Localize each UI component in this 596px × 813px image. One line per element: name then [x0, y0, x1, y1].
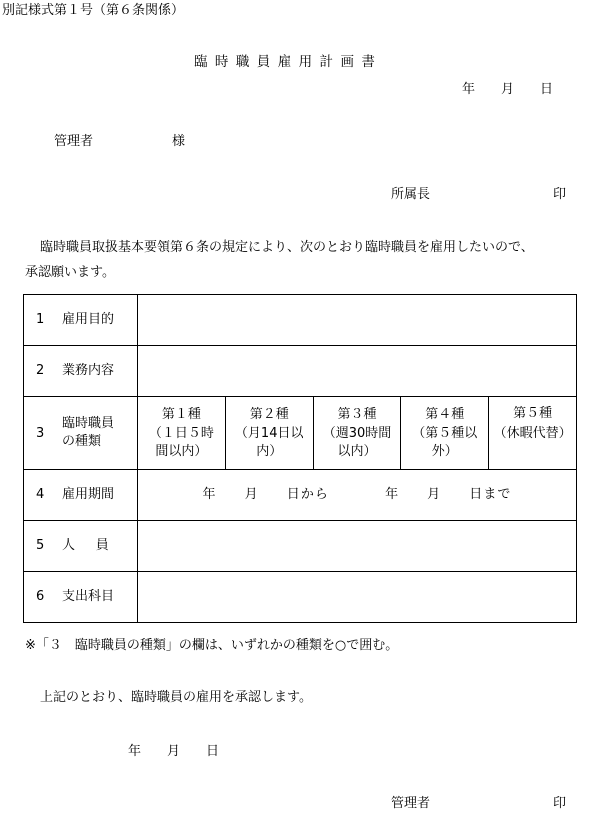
row-number: 3 [36, 425, 45, 441]
table-row [24, 470, 577, 521]
footnote: ※「３ 臨時職員の種類」の欄は、いずれかの種類を○で囲む。 [25, 638, 399, 653]
intro-text-line2: 承認願います。 [25, 265, 115, 280]
table-row [24, 521, 577, 572]
type-name: 第１種 [161, 406, 201, 422]
row-number: 6 [36, 589, 45, 605]
row-label-text: 雇用期間 [62, 487, 115, 503]
approver-label: 管理者 [391, 796, 431, 811]
type-option-5[interactable] [489, 397, 577, 470]
table-row [24, 397, 577, 470]
type-option-1[interactable] [138, 397, 226, 470]
table-row [24, 572, 577, 623]
type-note-line1: （週30時間 [322, 426, 392, 442]
row-label-text: 雇用目的 [62, 312, 115, 328]
row-label-text-line2: の種類 [62, 434, 102, 449]
header-date: 年 月 日 [462, 82, 554, 97]
row-label-headcount [24, 521, 138, 572]
type-name: 第５種 [513, 406, 553, 421]
type-note-line2: 内） [256, 443, 283, 459]
type-name: 第２種 [249, 406, 289, 422]
row-number: 5 [36, 538, 45, 554]
row-label-period [24, 470, 138, 521]
addressee-label: 管理者 [54, 134, 94, 149]
type-note-line1: （第５種以 [412, 426, 478, 442]
row-number: 2 [36, 363, 45, 379]
row-label-text-line1: 臨時職員 [62, 416, 115, 432]
table-row [24, 346, 577, 397]
document-title: 臨時職員雇用計画書 [194, 54, 383, 70]
addressee-honorific: 様 [172, 134, 186, 149]
purpose-field[interactable] [138, 295, 577, 346]
type-note-line1: （月14日以 [234, 426, 304, 442]
type-note-line2: 間以内） [155, 443, 208, 459]
type-option-3[interactable] [313, 397, 401, 470]
row-label-type [24, 397, 138, 470]
row-label-expense [24, 572, 138, 623]
row-label-duties [24, 346, 138, 397]
table-row [24, 295, 577, 346]
approval-text: 上記のとおり、臨時職員の雇用を承認します。 [40, 690, 312, 705]
employment-period-field[interactable]: 年 月 日から 年 月 日まで [138, 470, 577, 521]
type-note-line1: （休暇代替） [493, 425, 572, 441]
type-name: 第３種 [337, 406, 377, 422]
row-label-purpose [24, 295, 138, 346]
applicant-seal: 印 [553, 187, 567, 202]
duties-field[interactable] [138, 346, 577, 397]
type-option-2[interactable] [225, 397, 313, 470]
approver-seal: 印 [553, 796, 567, 811]
plan-table [23, 294, 577, 623]
intro-text-line1: 臨時職員取扱基本要領第６条の規定により、次のとおり臨時職員を雇用したいので、 [40, 240, 534, 255]
form-number: 別記様式第１号（第６条関係） [2, 3, 185, 18]
applicant-label: 所属長 [391, 187, 431, 202]
type-note-line2: 外） [431, 443, 458, 459]
headcount-field[interactable] [138, 521, 577, 572]
expense-account-field[interactable] [138, 572, 577, 623]
type-name: 第４種 [425, 406, 465, 422]
type-option-4[interactable] [401, 397, 489, 470]
approval-date: 年 月 日 [128, 744, 220, 759]
row-label-text: 支出科目 [62, 589, 115, 605]
row-number: 1 [36, 312, 45, 328]
row-label-text: 人員 [62, 538, 130, 554]
row-number: 4 [36, 487, 45, 503]
type-note-line1: （１日５時 [148, 426, 214, 442]
row-label-text: 業務内容 [62, 363, 115, 379]
type-note-line2: 以内） [337, 443, 377, 459]
